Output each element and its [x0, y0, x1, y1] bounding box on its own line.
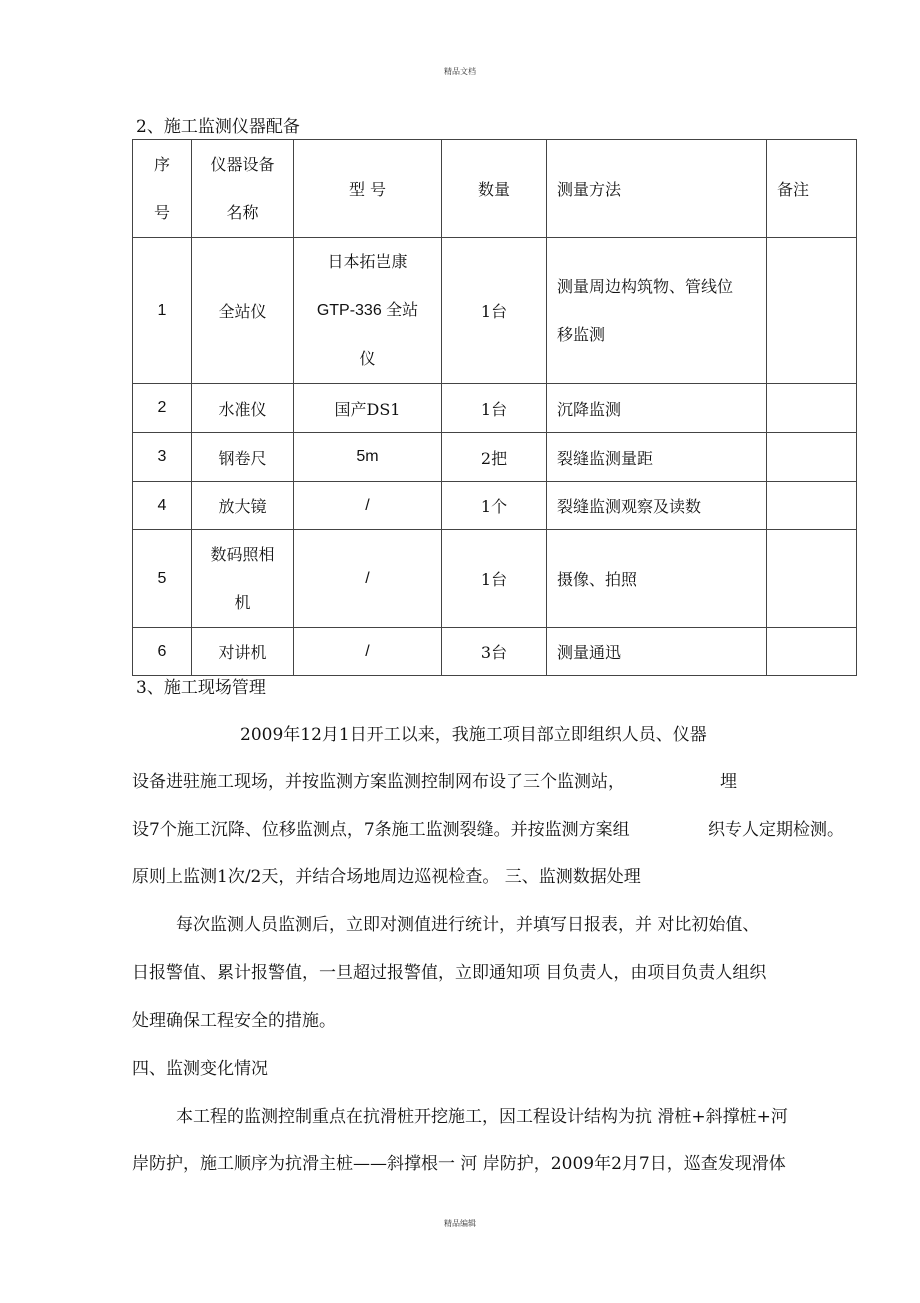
header-name: 仪器设备 名称: [192, 140, 294, 238]
cell-method: 裂缝监测量距: [547, 433, 767, 482]
page-header-note: 精品文档: [444, 67, 476, 76]
section-title-instruments: 2、施工监测仪器配备: [136, 117, 300, 137]
cell-qty: 1个: [442, 482, 547, 530]
cell-qty: 1台: [442, 238, 547, 384]
cell-name: 对讲机: [192, 628, 294, 676]
table-row: [133, 530, 857, 628]
cell-name: 全站仪: [192, 238, 294, 384]
cell-model: 日本拓岂康 GTP-336 全站 仪: [294, 238, 442, 384]
cell-no: 2: [133, 384, 192, 433]
table-row: [133, 384, 857, 433]
cell-name: 放大镜: [192, 482, 294, 530]
cell-remark: [767, 433, 857, 482]
header-model: 型 号: [294, 140, 442, 238]
paragraph-line: 织专人定期检测。: [708, 820, 844, 840]
cell-name: 数码照相 机: [192, 530, 294, 628]
header-remark: 备注: [767, 140, 857, 238]
paragraph-line: 设备进驻施工现场，并按监测方案监测控制网布设了三个监测站，: [132, 772, 625, 792]
section-title-site-management: 3、施工现场管理: [136, 678, 266, 698]
paragraph-line: 每次监测人员监测后，立即对测值进行统计，并填写日报表，并 对比初始值、: [176, 915, 760, 935]
paragraph-line: 设7个施工沉降、位移监测点，7条施工监测裂缝。并按监测方案组: [132, 820, 630, 840]
cell-model: /: [294, 530, 442, 628]
cell-qty: 2把: [442, 433, 547, 482]
cell-method: 测量周边构筑物、管线位 移监测: [547, 238, 767, 384]
header-no: 序 号: [133, 140, 192, 238]
cell-model: /: [294, 628, 442, 676]
cell-method: 测量通迅: [547, 628, 767, 676]
table-row: [133, 482, 857, 530]
paragraph-line: 本工程的监测控制重点在抗滑桩开挖施工，因工程设计结构为抗 滑桩+斜撑桩+河: [176, 1107, 788, 1127]
cell-method: 裂缝监测观察及读数: [547, 482, 767, 530]
header-qty: 数量: [442, 140, 547, 238]
cell-no: 4: [133, 482, 192, 530]
cell-remark: [767, 530, 857, 628]
cell-no: 5: [133, 530, 192, 628]
header-method: 测量方法: [547, 140, 767, 238]
cell-model: 5m: [294, 433, 442, 482]
cell-model: /: [294, 482, 442, 530]
cell-qty: 1台: [442, 530, 547, 628]
paragraph-line: 埋: [720, 772, 737, 792]
cell-method: 摄像、拍照: [547, 530, 767, 628]
cell-model: 国产DS1: [294, 384, 442, 433]
cell-no: 1: [133, 238, 192, 384]
instrument-table: [132, 139, 857, 676]
cell-remark: [767, 628, 857, 676]
cell-no: 6: [133, 628, 192, 676]
cell-remark: [767, 238, 857, 384]
cell-qty: 3台: [442, 628, 547, 676]
cell-remark: [767, 384, 857, 433]
cell-qty: 1台: [442, 384, 547, 433]
cell-no: 3: [133, 433, 192, 482]
section-title-monitoring-changes: 四、监测变化情况: [132, 1059, 268, 1079]
cell-name: 钢卷尺: [192, 433, 294, 482]
paragraph-line: 处理确保工程安全的措施。: [132, 1011, 336, 1031]
paragraph-line: 2009年12月1日开工以来，我施工项目部立即组织人员、仪器: [240, 725, 707, 745]
cell-remark: [767, 482, 857, 530]
cell-name: 水准仪: [192, 384, 294, 433]
table-row: [133, 628, 857, 676]
paragraph-line: 原则上监测1次/2天，并结合场地周边巡视检查。 三、监测数据处理: [132, 867, 641, 887]
paragraph-line: 日报警值、累计报警值，一旦超过报警值，立即通知项 目负责人，由项目负责人组织: [132, 963, 767, 983]
table-row: [133, 238, 857, 384]
paragraph-line: 岸防护，施工顺序为抗滑主桩——斜撑根一 河 岸防护，2009年2月7日，巡查发现滑体: [132, 1154, 786, 1174]
table-row: [133, 433, 857, 482]
cell-method: 沉降监测: [547, 384, 767, 433]
page-footer-note: 精品编辑: [444, 1219, 476, 1228]
table-header-row: [133, 140, 857, 238]
